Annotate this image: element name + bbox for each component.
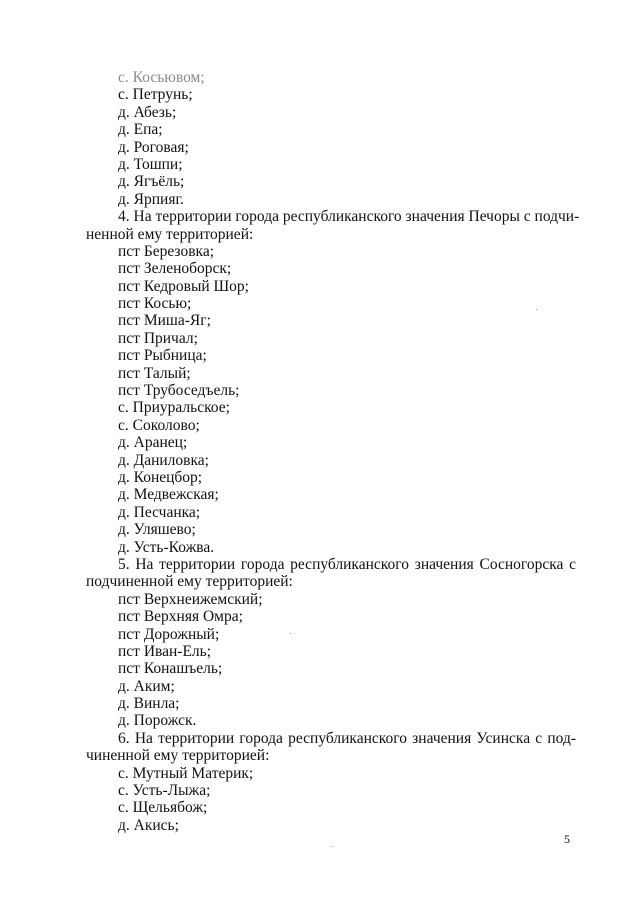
paragraph-4-line-2: ненной ему территорией: — [86, 225, 254, 243]
paragraph-6-line-2: чиненной ему территорией: — [86, 747, 270, 765]
paragraph-5-line-2: подчиненной ему территорией: — [86, 573, 293, 591]
list-item: пст Верхнеижемский; — [118, 590, 263, 608]
list-item: с. Приуральское; — [118, 399, 230, 417]
list-item: пст Миша-Яг; — [118, 312, 211, 330]
list-item: пст Косью; — [118, 295, 192, 313]
list-item: д. Ярпияг. — [118, 190, 184, 208]
list-item: с. Соколово; — [118, 416, 200, 434]
list-item: с. Щельябож; — [118, 799, 208, 817]
list-item: с. Мутный Материк; — [118, 764, 254, 782]
list-item: с. Косьювом; — [118, 69, 205, 86]
list-item: д. Порожск. — [118, 712, 197, 730]
list-item: пст Иван-Ель; — [118, 642, 212, 660]
list-item: пст Талый; — [118, 364, 191, 382]
paragraph-6-line-1: 6. На территории города республиканского значения Усинска с под- — [118, 729, 576, 747]
list-item: пст Зеленоборск; — [118, 260, 232, 278]
list-item: д. Винла; — [118, 695, 180, 713]
list-item: д. Аранец; — [118, 434, 188, 452]
page-number: 5 — [564, 832, 570, 846]
list-item: д. Усть-Кожва. — [118, 538, 215, 556]
scan-speck — [536, 309, 537, 310]
list-item: с. Петрунь; — [118, 86, 193, 104]
scan-speck — [332, 846, 333, 847]
list-item: пст Трубоседъель; — [118, 382, 240, 400]
list-item: д. Медвежская; — [118, 486, 219, 504]
paragraph-4-line-1: 4. На территории города республиканского значения Печоры с подчи- — [118, 208, 580, 226]
list-item: д. Тошпи; — [118, 155, 183, 173]
list-item: пст Рыбница; — [118, 347, 207, 365]
list-item: д. Даниловка; — [118, 451, 209, 469]
list-item: д. Конецбор; — [118, 468, 203, 486]
list-item: пст Конашъель; — [118, 660, 223, 678]
paragraph-5-line-1: 5. На территории города республиканского значения Сосногорска с — [118, 555, 576, 573]
list-item: д. Аким; — [118, 677, 175, 695]
list-item: д. Уляшево; — [118, 521, 196, 539]
list-item: пст Березовка; — [118, 242, 215, 260]
scan-speck — [290, 633, 291, 634]
list-item: д. Ягъёль; — [118, 173, 185, 191]
list-item: д. Роговая; — [118, 138, 189, 156]
list-item: д. Песчанка; — [118, 503, 201, 521]
list-item: д. Акись; — [118, 816, 179, 834]
list-item: д. Епа; — [118, 121, 163, 139]
list-item: пст Причал; — [118, 329, 198, 347]
list-item: пст Верхняя Омра; — [118, 608, 243, 626]
list-item: с. Усть-Лыжа; — [118, 782, 211, 800]
list-item: пст Дорожный; — [118, 625, 220, 643]
list-item: д. Абезь; — [118, 103, 177, 121]
list-item: пст Кедровый Шор; — [118, 277, 249, 295]
document-body — [86, 69, 580, 834]
